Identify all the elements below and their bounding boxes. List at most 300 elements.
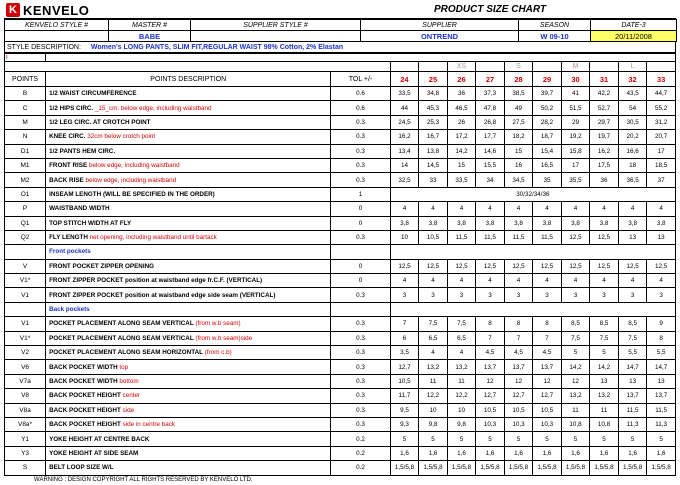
master-value[interactable]: BABE bbox=[109, 31, 191, 42]
tolerance-value[interactable]: 0.3 bbox=[331, 230, 390, 244]
measurement-cell[interactable]: 1,6 bbox=[390, 446, 419, 460]
measurement-cell[interactable]: 10,3 bbox=[504, 417, 533, 431]
measurement-cell[interactable]: 39,7 bbox=[533, 87, 562, 101]
measurement-cell[interactable]: 5,5 bbox=[618, 346, 647, 360]
measurement-cell[interactable]: 8 bbox=[504, 317, 533, 331]
measurement-cell[interactable]: 36 bbox=[590, 173, 619, 187]
tolerance-value[interactable]: 0.6 bbox=[331, 101, 390, 115]
tolerance-value[interactable]: 0.3 bbox=[331, 173, 390, 187]
measurement-cell[interactable]: 54 bbox=[618, 101, 647, 115]
measurement-cell[interactable]: 34 bbox=[476, 173, 505, 187]
measurement-cell[interactable]: 12,5 bbox=[533, 259, 562, 273]
measurement-cell[interactable]: 18,7 bbox=[533, 130, 562, 144]
measurement-cell[interactable]: 3 bbox=[476, 288, 505, 302]
measurement-cell[interactable]: 4 bbox=[390, 202, 419, 216]
measurement-cell[interactable]: 18 bbox=[618, 158, 647, 172]
measurement-cell[interactable]: 12,5 bbox=[561, 230, 590, 244]
tolerance-value[interactable]: 0 bbox=[331, 274, 390, 288]
measurement-cell[interactable]: 3,8 bbox=[419, 216, 448, 230]
measurement-cell[interactable]: 12 bbox=[533, 374, 562, 388]
measurement-cell[interactable]: 11,5 bbox=[504, 230, 533, 244]
measurement-cell[interactable]: 11,5 bbox=[533, 230, 562, 244]
measurement-cell[interactable]: 46,5 bbox=[447, 101, 476, 115]
measurement-cell[interactable]: 1,5/5,8 bbox=[504, 461, 533, 475]
measurement-cell[interactable]: 1,6 bbox=[561, 446, 590, 460]
measurement-cell[interactable]: 5 bbox=[590, 432, 619, 446]
measurement-cell[interactable]: 1,5/5,8 bbox=[590, 461, 619, 475]
measurement-cell[interactable]: 8 bbox=[533, 317, 562, 331]
measurement-cell[interactable]: 3 bbox=[390, 288, 419, 302]
measurement-cell[interactable]: 13 bbox=[618, 374, 647, 388]
measurement-cell[interactable]: 17,2 bbox=[447, 130, 476, 144]
measurement-cell[interactable]: 4 bbox=[390, 274, 419, 288]
measurement-cell[interactable]: 3 bbox=[618, 288, 647, 302]
measurement-cell[interactable]: 4 bbox=[447, 346, 476, 360]
measurement-cell[interactable]: 7,5 bbox=[561, 331, 590, 345]
measurement-cell[interactable]: 50,2 bbox=[533, 101, 562, 115]
measurement-cell[interactable]: 19,2 bbox=[561, 130, 590, 144]
measurement-cell[interactable]: 5 bbox=[390, 432, 419, 446]
measurement-cell[interactable]: 52,7 bbox=[590, 101, 619, 115]
measurement-cell[interactable]: 4,5 bbox=[533, 346, 562, 360]
measurement-cell[interactable]: 3 bbox=[590, 288, 619, 302]
measurement-cell[interactable]: 5 bbox=[447, 432, 476, 446]
measurement-cell[interactable]: 8,5 bbox=[618, 317, 647, 331]
measurement-cell[interactable]: 51,5 bbox=[561, 101, 590, 115]
measurement-cell[interactable]: 4 bbox=[447, 202, 476, 216]
measurement-cell[interactable]: 17,7 bbox=[476, 130, 505, 144]
measurement-cell[interactable]: 11,5 bbox=[647, 403, 676, 417]
description-text: FRONT RISE bbox=[49, 162, 88, 170]
measurement-cell[interactable]: 27,5 bbox=[504, 115, 533, 129]
measurement-cell[interactable]: 33,5 bbox=[390, 87, 419, 101]
measurement-cell[interactable]: 45,3 bbox=[419, 101, 448, 115]
size-header-29: 29 bbox=[533, 72, 562, 87]
point-code: V1* bbox=[5, 331, 46, 345]
measurement-cell[interactable]: 20,2 bbox=[618, 130, 647, 144]
measurement-cell[interactable]: 17 bbox=[647, 144, 676, 158]
measurement-cell[interactable]: 12,5 bbox=[476, 259, 505, 273]
measurement-cell[interactable]: 14,5 bbox=[419, 158, 448, 172]
point-description bbox=[46, 317, 331, 331]
measurement-cell[interactable]: 1,5/5,8 bbox=[447, 461, 476, 475]
measurement-cell[interactable]: 5 bbox=[590, 346, 619, 360]
supplier-value[interactable]: ONTREND bbox=[361, 31, 519, 42]
measurement-cell[interactable]: 13,2 bbox=[447, 360, 476, 374]
measurement-cell[interactable]: 3 bbox=[504, 288, 533, 302]
tolerance-value[interactable]: 0.3 bbox=[331, 331, 390, 345]
measurement-cell[interactable]: 10,8 bbox=[590, 417, 619, 431]
date-label: DATE-3 bbox=[591, 20, 677, 31]
measurement-cell[interactable]: 7 bbox=[533, 331, 562, 345]
measurement-cell[interactable]: 9 bbox=[647, 317, 676, 331]
measurement-cell[interactable]: 10,5 bbox=[476, 403, 505, 417]
measurement-cell[interactable]: 4 bbox=[618, 274, 647, 288]
measurement-cell[interactable]: 7,5 bbox=[590, 331, 619, 345]
measurement-cell[interactable]: 9,8 bbox=[419, 417, 448, 431]
measurement-cell[interactable]: 16,2 bbox=[590, 144, 619, 158]
tolerance-value[interactable]: 0.3 bbox=[331, 130, 390, 144]
measurement-cell[interactable]: 14,2 bbox=[561, 360, 590, 374]
measurement-cell[interactable]: 13 bbox=[618, 230, 647, 244]
measurement-cell[interactable]: 14,7 bbox=[618, 360, 647, 374]
measurement-cell[interactable]: 47,8 bbox=[476, 101, 505, 115]
measurement-cell[interactable]: 7,5 bbox=[419, 317, 448, 331]
point-code: V bbox=[5, 259, 46, 273]
point-description bbox=[46, 144, 331, 158]
tolerance-value[interactable]: 0.3 bbox=[331, 403, 390, 417]
measurement-cell[interactable]: 4 bbox=[447, 274, 476, 288]
measurement-cell[interactable]: 3 bbox=[647, 288, 676, 302]
description-text: BACK POCKET HEIGHT bbox=[49, 421, 121, 429]
measurement-cell[interactable]: 1,6 bbox=[476, 446, 505, 460]
tolerance-value[interactable]: 1 bbox=[331, 187, 390, 201]
measurement-cell[interactable]: 8 bbox=[647, 331, 676, 345]
measurement-cell[interactable]: 1,5/5,8 bbox=[561, 461, 590, 475]
measurement-cell[interactable]: 4 bbox=[533, 202, 562, 216]
measurement-cell[interactable]: 4 bbox=[419, 346, 448, 360]
measurement-cell[interactable]: 10,8 bbox=[561, 417, 590, 431]
tolerance-value[interactable]: 0.2 bbox=[331, 432, 390, 446]
measurement-cell[interactable]: 15 bbox=[504, 144, 533, 158]
tolerance-value[interactable]: 0.6 bbox=[331, 87, 390, 101]
measurement-cell[interactable]: 3,8 bbox=[447, 216, 476, 230]
measurement-cell[interactable]: 11,5 bbox=[476, 230, 505, 244]
tolerance-value[interactable] bbox=[331, 245, 390, 259]
measurement-cell[interactable]: 16,7 bbox=[419, 130, 448, 144]
description-text: FRONT POCKET ZIPPER OPENING bbox=[49, 262, 155, 270]
date-value[interactable]: 20/11/2008 bbox=[591, 31, 677, 42]
measurement-cell[interactable]: 12,7 bbox=[390, 360, 419, 374]
measurement-cell[interactable]: 35,5 bbox=[561, 173, 590, 187]
measurement-cell[interactable]: 5 bbox=[647, 432, 676, 446]
measurement-cell[interactable]: 37 bbox=[647, 173, 676, 187]
measurement-cell[interactable]: 6 bbox=[390, 331, 419, 345]
measurement-cell[interactable]: 30,5 bbox=[618, 115, 647, 129]
measurement-cell[interactable]: 5 bbox=[533, 432, 562, 446]
measurement-cell[interactable]: 11 bbox=[561, 403, 590, 417]
description-text: BELT LOOP SIZE W/L bbox=[49, 464, 114, 472]
measurement-cell[interactable]: 1,5/5,8 bbox=[419, 461, 448, 475]
measurement-cell[interactable]: 28,2 bbox=[533, 115, 562, 129]
measurement-cell[interactable]: 12,2 bbox=[447, 389, 476, 403]
measurement-cell[interactable]: 29 bbox=[561, 115, 590, 129]
tolerance-value[interactable]: 0.2 bbox=[331, 446, 390, 460]
description-text: TOP STITCH WIDTH AT FLY bbox=[49, 219, 132, 227]
measurement-cell[interactable]: 11,7 bbox=[390, 389, 419, 403]
measurement-cell[interactable]: 13 bbox=[590, 374, 619, 388]
measurement-cell[interactable]: 5 bbox=[561, 346, 590, 360]
tolerance-value[interactable]: 0.3 bbox=[331, 346, 390, 360]
measurement-cell[interactable]: 1,6 bbox=[504, 446, 533, 460]
measurement-cell[interactable]: 8 bbox=[476, 317, 505, 331]
measurement-cell[interactable]: 13,7 bbox=[618, 389, 647, 403]
measurement-cell[interactable]: 3 bbox=[561, 288, 590, 302]
tolerance-value[interactable]: 0.3 bbox=[331, 144, 390, 158]
measurement-cell[interactable]: 55,2 bbox=[647, 101, 676, 115]
measurement-cell[interactable]: 16,6 bbox=[618, 144, 647, 158]
measurement-cell[interactable]: 4 bbox=[533, 274, 562, 288]
measurement-cell[interactable]: 4 bbox=[504, 274, 533, 288]
measurement-cell[interactable]: 5 bbox=[504, 432, 533, 446]
measurement-cell[interactable]: 13,2 bbox=[419, 360, 448, 374]
point-description bbox=[46, 432, 331, 446]
measurement-cell[interactable]: 13,2 bbox=[561, 389, 590, 403]
measurement-cell[interactable]: 11 bbox=[590, 403, 619, 417]
measurement-cell[interactable]: 12,5 bbox=[419, 259, 448, 273]
measurement-cell[interactable]: 14,7 bbox=[647, 360, 676, 374]
measurement-cell[interactable]: 44,7 bbox=[647, 87, 676, 101]
tolerance-value[interactable]: 0.3 bbox=[331, 115, 390, 129]
measurement-cell[interactable]: 4 bbox=[590, 274, 619, 288]
measurement-cell[interactable]: 3 bbox=[419, 288, 448, 302]
tolerance-value[interactable]: 0.3 bbox=[331, 360, 390, 374]
measurement-cell[interactable]: 24,5 bbox=[390, 115, 419, 129]
measurement-cell[interactable]: 4 bbox=[561, 202, 590, 216]
measurement-cell[interactable]: 10 bbox=[447, 403, 476, 417]
measurement-cell[interactable]: 1,5/5,8 bbox=[647, 461, 676, 475]
tolerance-value[interactable]: 0 bbox=[331, 216, 390, 230]
measurement-cell[interactable]: 36 bbox=[447, 87, 476, 101]
measurement-cell[interactable]: 3,8 bbox=[647, 216, 676, 230]
measurement-cell[interactable]: 12 bbox=[504, 374, 533, 388]
measurement-cell[interactable]: 1,5/5,8 bbox=[618, 461, 647, 475]
measurement-cell[interactable]: 10,5 bbox=[390, 374, 419, 388]
measurement-cell[interactable]: 12 bbox=[476, 374, 505, 388]
measurement-cell[interactable]: 3,8 bbox=[390, 216, 419, 230]
measurement-cell[interactable]: 36,5 bbox=[618, 173, 647, 187]
measurement-table bbox=[4, 53, 676, 476]
measurement-cell[interactable]: 4,5 bbox=[476, 346, 505, 360]
point-code: V1 bbox=[5, 288, 46, 302]
measurement-cell[interactable]: 43,5 bbox=[618, 87, 647, 101]
measurement-cell[interactable]: 4 bbox=[561, 274, 590, 288]
measurement-cell[interactable]: 10,3 bbox=[476, 417, 505, 431]
measurement-cell[interactable]: 37,3 bbox=[476, 87, 505, 101]
measurement-cell[interactable]: 7 bbox=[390, 317, 419, 331]
measurement-cell[interactable]: 11,3 bbox=[618, 417, 647, 431]
measurement-cell[interactable]: 12,5 bbox=[618, 259, 647, 273]
measurement-cell[interactable]: 26 bbox=[447, 115, 476, 129]
tolerance-value[interactable]: 0.3 bbox=[331, 317, 390, 331]
measurement-cell[interactable]: 5,5 bbox=[647, 346, 676, 360]
measurement-cell[interactable]: 12,2 bbox=[419, 389, 448, 403]
measurement-cell[interactable]: 14 bbox=[390, 158, 419, 172]
measurement-cell[interactable]: 49 bbox=[504, 101, 533, 115]
measurement-cell[interactable]: 9,3 bbox=[390, 417, 419, 431]
measurement-cell[interactable]: 42,2 bbox=[590, 87, 619, 101]
measurement-cell[interactable]: 3,8 bbox=[504, 216, 533, 230]
supplier-style-label: SUPPLIER STYLE # bbox=[191, 20, 361, 31]
measurement-cell[interactable]: 4 bbox=[504, 202, 533, 216]
measurement-cell[interactable]: 12,5 bbox=[504, 259, 533, 273]
description-text: YOKE HEIGHT AT CENTRE BACK bbox=[49, 435, 150, 443]
measurement-cell[interactable]: 5 bbox=[618, 432, 647, 446]
measurement-cell[interactable]: 3,8 bbox=[476, 216, 505, 230]
measurement-cell[interactable]: 8,5 bbox=[590, 317, 619, 331]
measurement-cell[interactable]: 12,5 bbox=[647, 259, 676, 273]
measurement-cell[interactable]: 13 bbox=[647, 230, 676, 244]
measurement-cell[interactable]: 10,3 bbox=[533, 417, 562, 431]
measurement-cell[interactable]: 13,7 bbox=[504, 360, 533, 374]
measurement-cell[interactable]: 3 bbox=[533, 288, 562, 302]
measurement-cell[interactable]: 15,8 bbox=[561, 144, 590, 158]
measurement-cell[interactable]: 38,5 bbox=[504, 87, 533, 101]
tolerance-value[interactable]: 0 bbox=[331, 202, 390, 216]
measurement-cell[interactable]: 1,6 bbox=[447, 446, 476, 460]
measurement-cell[interactable]: 6,5 bbox=[419, 331, 448, 345]
measurement-cell[interactable]: 9,5 bbox=[390, 403, 419, 417]
season-value[interactable]: W 09-10 bbox=[519, 31, 591, 42]
measurement-cell[interactable]: 33 bbox=[419, 173, 448, 187]
measurement-cell[interactable]: 20,7 bbox=[647, 130, 676, 144]
measurement-cell[interactable]: 11 bbox=[447, 374, 476, 388]
measurement-cell[interactable]: 12,5 bbox=[561, 259, 590, 273]
letter-size-cell bbox=[647, 62, 676, 72]
measurement-cell[interactable]: 19,7 bbox=[590, 130, 619, 144]
measurement-cell[interactable]: 41 bbox=[561, 87, 590, 101]
measurement-cell[interactable]: 13 bbox=[647, 374, 676, 388]
measurement-cell[interactable]: 1,5/5,8 bbox=[476, 461, 505, 475]
measurement-cell[interactable]: 11 bbox=[419, 374, 448, 388]
measurement-cell[interactable]: 25,3 bbox=[419, 115, 448, 129]
measurement-cell[interactable]: 4 bbox=[618, 202, 647, 216]
size-header-31: 31 bbox=[590, 72, 619, 87]
measurement-cell[interactable]: 3,5 bbox=[390, 346, 419, 360]
measurement-cell[interactable]: 5 bbox=[561, 432, 590, 446]
measurement-cell[interactable]: 3 bbox=[447, 288, 476, 302]
measurement-cell[interactable]: 14,6 bbox=[476, 144, 505, 158]
style-description-value[interactable]: Women's LONG PANTS, SLIM FIT,REGULAR WAIST 98% Cotton, 2% Elastan bbox=[90, 44, 344, 51]
measurement-cell[interactable]: 4 bbox=[419, 274, 448, 288]
measurement-cell[interactable]: 4,5 bbox=[504, 346, 533, 360]
supplier-style-value[interactable] bbox=[191, 31, 361, 42]
description-text: INSEAM LENGTH (WILL BE SPECIFIED IN THE ORDER) bbox=[49, 190, 215, 198]
measurement-cell[interactable]: 6,5 bbox=[447, 331, 476, 345]
measurement-cell[interactable]: 3,8 bbox=[618, 216, 647, 230]
measurement-cell[interactable]: 18,2 bbox=[504, 130, 533, 144]
measurement-cell[interactable]: 29,7 bbox=[590, 115, 619, 129]
measurement-row bbox=[5, 461, 676, 475]
measurement-cell[interactable]: 17 bbox=[561, 158, 590, 172]
measurement-cell[interactable]: 1,6 bbox=[419, 446, 448, 460]
measurement-row bbox=[5, 403, 676, 417]
measurement-cell[interactable]: 34,5 bbox=[504, 173, 533, 187]
measurement-cell[interactable]: 7,5 bbox=[447, 317, 476, 331]
measurement-cell[interactable]: 1,6 bbox=[618, 446, 647, 460]
measurement-cell[interactable]: 1,6 bbox=[647, 446, 676, 460]
measurement-cell[interactable]: 4 bbox=[476, 202, 505, 216]
measurement-cell[interactable]: 26,8 bbox=[476, 115, 505, 129]
measurement-cell[interactable]: 10,5 bbox=[504, 403, 533, 417]
measurement-cell[interactable]: 14,2 bbox=[447, 144, 476, 158]
measurement-cell[interactable]: 44 bbox=[390, 101, 419, 115]
measurement-cell[interactable]: 11,5 bbox=[618, 403, 647, 417]
inseam-span-cell[interactable]: 30/32/34/36 bbox=[390, 187, 675, 201]
measurement-cell[interactable]: 11,5 bbox=[447, 230, 476, 244]
tolerance-value[interactable]: 0.3 bbox=[331, 374, 390, 388]
measurement-cell[interactable]: 7,5 bbox=[618, 331, 647, 345]
measurement-cell[interactable]: 12,7 bbox=[504, 389, 533, 403]
measurement-cell[interactable]: 33,5 bbox=[447, 173, 476, 187]
measurement-cell[interactable]: 15,4 bbox=[533, 144, 562, 158]
measurement-cell[interactable]: 16,2 bbox=[390, 130, 419, 144]
measurement-cell[interactable]: 4 bbox=[419, 202, 448, 216]
measurement-cell[interactable]: 4 bbox=[647, 274, 676, 288]
measurement-cell[interactable]: 18,5 bbox=[647, 158, 676, 172]
measurement-cell[interactable]: 17,5 bbox=[590, 158, 619, 172]
measurement-cell[interactable]: 16 bbox=[504, 158, 533, 172]
measurement-cell[interactable]: 5 bbox=[476, 432, 505, 446]
measurement-cell[interactable]: 12,7 bbox=[476, 389, 505, 403]
measurement-cell[interactable]: 1,5/5,8 bbox=[533, 461, 562, 475]
measurement-cell[interactable]: 31,2 bbox=[647, 115, 676, 129]
measurement-cell[interactable]: 13,7 bbox=[476, 360, 505, 374]
measurement-cell[interactable]: 4 bbox=[590, 202, 619, 216]
measurement-cell[interactable]: 12,7 bbox=[533, 389, 562, 403]
measurement-cell[interactable]: 10 bbox=[390, 230, 419, 244]
measurement-cell[interactable]: 12,5 bbox=[590, 259, 619, 273]
measurement-cell[interactable]: 32,5 bbox=[390, 173, 419, 187]
tolerance-value[interactable] bbox=[331, 302, 390, 316]
measurement-cell[interactable]: 15,5 bbox=[476, 158, 505, 172]
measurement-cell[interactable]: 15 bbox=[447, 158, 476, 172]
description-note: (from w.b seam)side bbox=[193, 334, 253, 342]
measurement-cell[interactable]: 13,7 bbox=[533, 360, 562, 374]
measurement-cell[interactable]: 35 bbox=[533, 173, 562, 187]
measurement-cell[interactable]: 10,5 bbox=[419, 230, 448, 244]
measurement-cell[interactable]: 13,2 bbox=[590, 389, 619, 403]
measurement-cell[interactable]: 12,5 bbox=[590, 230, 619, 244]
tolerance-value[interactable]: 0.3 bbox=[331, 417, 390, 431]
measurement-row bbox=[5, 331, 676, 345]
measurement-cell[interactable]: 1,5/5,8 bbox=[390, 461, 419, 475]
measurement-cell[interactable]: 1,6 bbox=[590, 446, 619, 460]
tolerance-value[interactable]: 0.3 bbox=[331, 288, 390, 302]
style-value[interactable] bbox=[5, 31, 109, 42]
measurement-cell[interactable]: 12,5 bbox=[447, 259, 476, 273]
measurement-cell[interactable]: 34,8 bbox=[419, 87, 448, 101]
tolerance-value[interactable]: 0 bbox=[331, 259, 390, 273]
measurement-cell[interactable]: 9,8 bbox=[447, 417, 476, 431]
measurement-cell[interactable]: 3,8 bbox=[533, 216, 562, 230]
measurement-cell[interactable]: 3,8 bbox=[561, 216, 590, 230]
measurement-cell[interactable]: 14,2 bbox=[590, 360, 619, 374]
measurement-cell[interactable]: 10,5 bbox=[533, 403, 562, 417]
measurement-cell[interactable]: 7 bbox=[504, 331, 533, 345]
measurement-cell[interactable]: 8,5 bbox=[561, 317, 590, 331]
measurement-cell[interactable]: 13,4 bbox=[390, 144, 419, 158]
measurement-cell[interactable]: 1,6 bbox=[533, 446, 562, 460]
measurement-cell[interactable]: 12 bbox=[561, 374, 590, 388]
measurement-cell[interactable]: 3,8 bbox=[590, 216, 619, 230]
measurement-cell[interactable]: 4 bbox=[476, 274, 505, 288]
tolerance-value[interactable]: 0.3 bbox=[331, 158, 390, 172]
letter-size-row bbox=[5, 62, 676, 72]
point-description bbox=[46, 87, 331, 101]
measurement-cell[interactable]: 7 bbox=[476, 331, 505, 345]
tolerance-value[interactable]: 0.2 bbox=[331, 461, 390, 475]
measurement-cell[interactable]: 5 bbox=[419, 432, 448, 446]
measurement-cell[interactable]: 4 bbox=[647, 202, 676, 216]
measurement-cell[interactable]: 11,3 bbox=[647, 417, 676, 431]
measurement-cell[interactable]: 10 bbox=[419, 403, 448, 417]
tolerance-value[interactable]: 0.3 bbox=[331, 389, 390, 403]
measurement-cell[interactable]: 13,7 bbox=[647, 389, 676, 403]
measurement-cell[interactable]: 12,5 bbox=[390, 259, 419, 273]
measurement-cell[interactable]: 16,5 bbox=[533, 158, 562, 172]
measurement-cell[interactable]: 13,8 bbox=[419, 144, 448, 158]
